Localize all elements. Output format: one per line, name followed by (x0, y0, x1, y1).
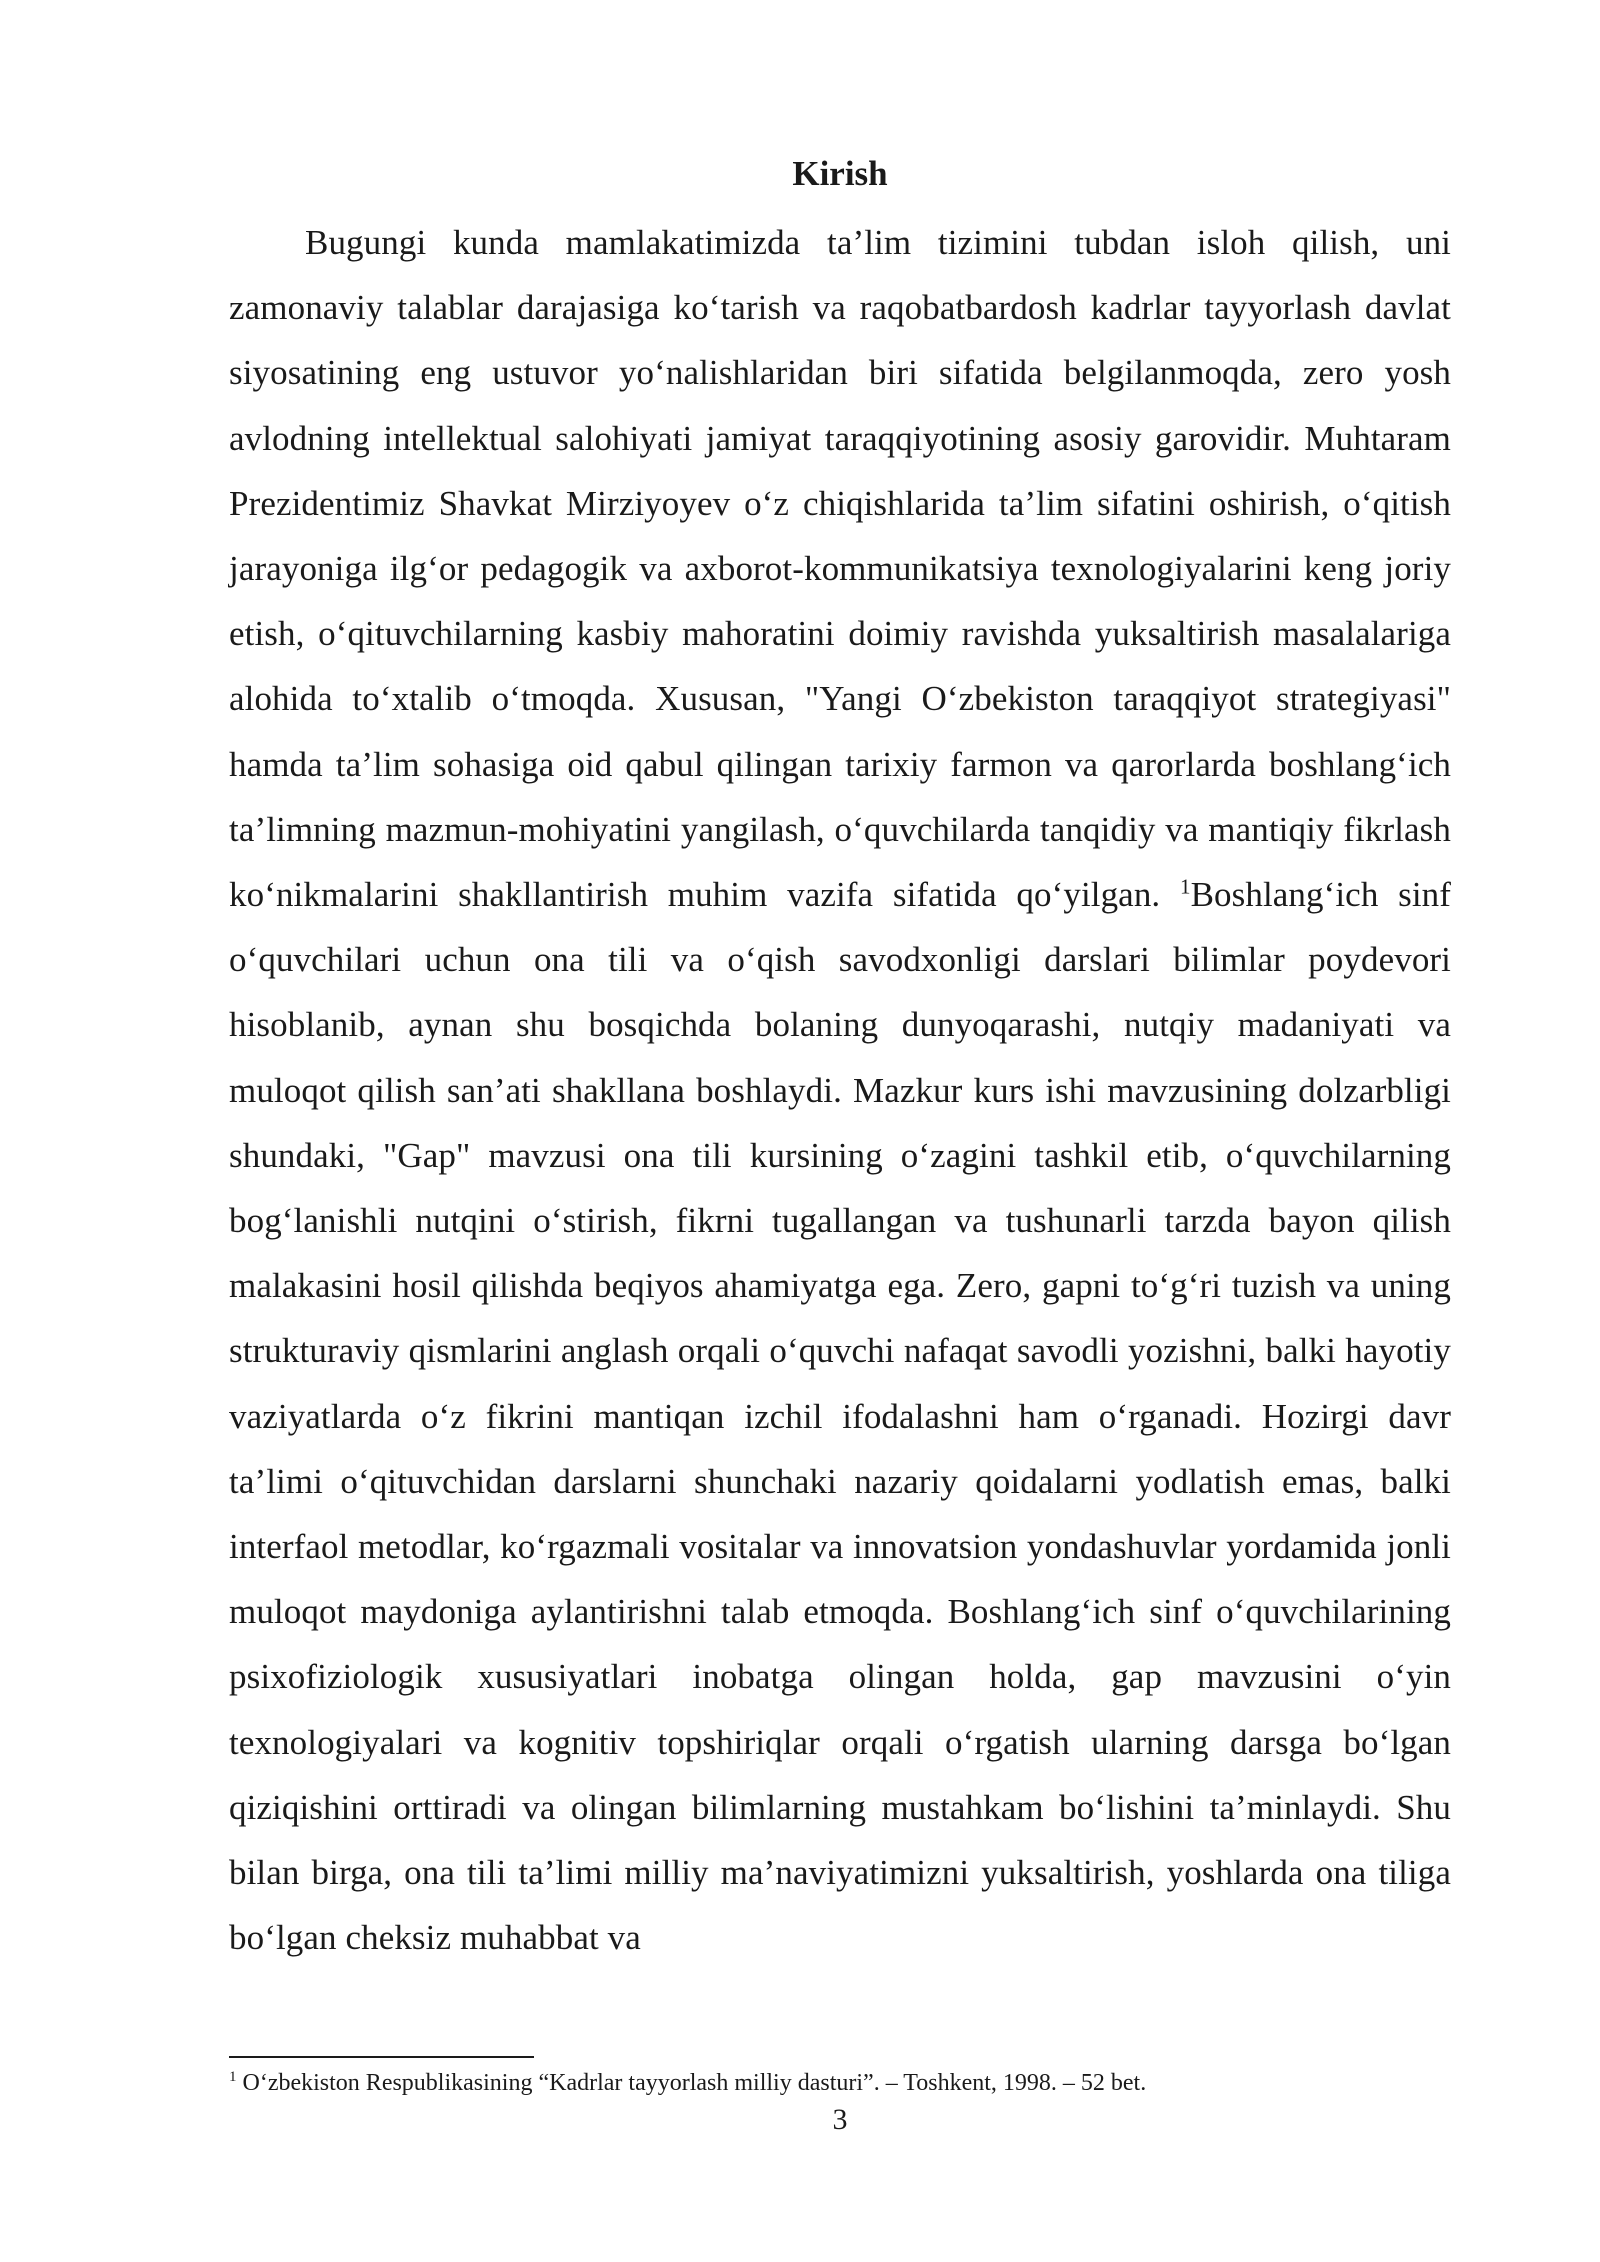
footnote (229, 2068, 1451, 2098)
footnote-marker: 1 (229, 2069, 237, 2085)
footnote-separator (229, 2056, 534, 2058)
section-title: Kirish (792, 154, 888, 193)
paragraph-text-part2: Boshlang‘ich sinf o‘quvchilari uchun ona tili va o‘qish savodxonligi darslari bilimlar poydevori hisoblanib, aynan shu bosqichda bolaning dunyoqarashi, nutqiy madaniyati va muloqot qilish san’ati shakllana boshlaydi. Mazkur kurs ishi mavzusining dolzarbligi shundaki, "Gap" mavzusi ona tili kursining o‘zagini tashkil etib, o‘quvchilarning bog‘lanishli nutqini o‘stirish, fikrni tugallangan va tushunarli tarzda bayon qilish malakasini hosil qilishda beqiyos ahamiyatga ega. Zero, gapni to‘g‘ri tuzish va uning strukturaviy qismlarini anglash orqali o‘quvchi nafaqat savodli yozishni, balki hayotiy vaziyatlarda o‘z fikrini mantiqan izchil ifodalashni ham o‘rganadi. Hozirgi davr ta’limi o‘qituvchidan darslarni shunchaki nazariy qoidalarni yodlatish emas, balki interfaol metodlar, ko‘rgazmali vositalar va innovatsion yondashuvlar yordamida jonli muloqot maydoniga aylantirishni talab etmoqda. Boshlang‘ich sinf o‘quvchilarining psixofiziologik xususiyatlari inobatga olingan holda, gap mavzusini o‘yin texnologiyalari va kognitiv topshiriqlar orqali o‘rgatish ularning darsga bo‘lgan qiziqishini orttiradi va olingan bilimlarning mustahkam bo‘lishini ta’minlaydi. Shu bilan birga, ona tili ta’limi milliy ma’naviyatimizni yuksaltirish, yoshlarda ona tiliga bo‘lgan cheksiz muhabbat va (229, 875, 1452, 1958)
paragraph-text-part1: Bugungi kunda mamlakatimizda ta’lim tizimini tubdan isloh qilish, uni zamonaviy talablar darajasiga ko‘tarish va raqobatbardosh kadrlar tayyorlash davlat siyosatining eng ustuvor yo‘nalishlaridan biri sifatida belgilanmoqda, zero yosh avlodning intellektual salohiyati jamiyat taraqqiyotining asosiy garovidir. Muhtaram Prezidentimiz Shavkat Mirziyoyev o‘z chiqishlarida ta’lim sifatini oshirish, o‘qitish jarayoniga ilg‘or pedagogik va axborot-kommunikatsiya texnologiyalarini keng joriy etish, o‘qituvchilarning kasbiy mahoratini doimiy ravishda yuksaltirish masalalariga alohida to‘xtalib o‘tmoqda. Xususan, "Yangi O‘zbekiston taraqqiyot strategiyasi" hamda ta’lim sohasiga oid qabul qilingan tarixiy farmon va qarorlarda boshlang‘ich ta’limning mazmun-mohiyatini yangilash, o‘quvchilarda tanqidiy va mantiqiy fikrlash ko‘nikmalarini shakllantirish muhim vazifa sifatida qo‘yilgan. (229, 223, 1451, 915)
body-paragraph (229, 210, 1451, 1970)
page-number: 3 (832, 2103, 848, 2136)
footnote-reference[interactable]: 1 (1179, 874, 1191, 899)
footnote-text: O‘zbekiston Respublikasining “Kadrlar tayyorlash milliy dasturi”. – Toshkent, 1998. – 52 bet. (236, 2070, 1147, 2096)
